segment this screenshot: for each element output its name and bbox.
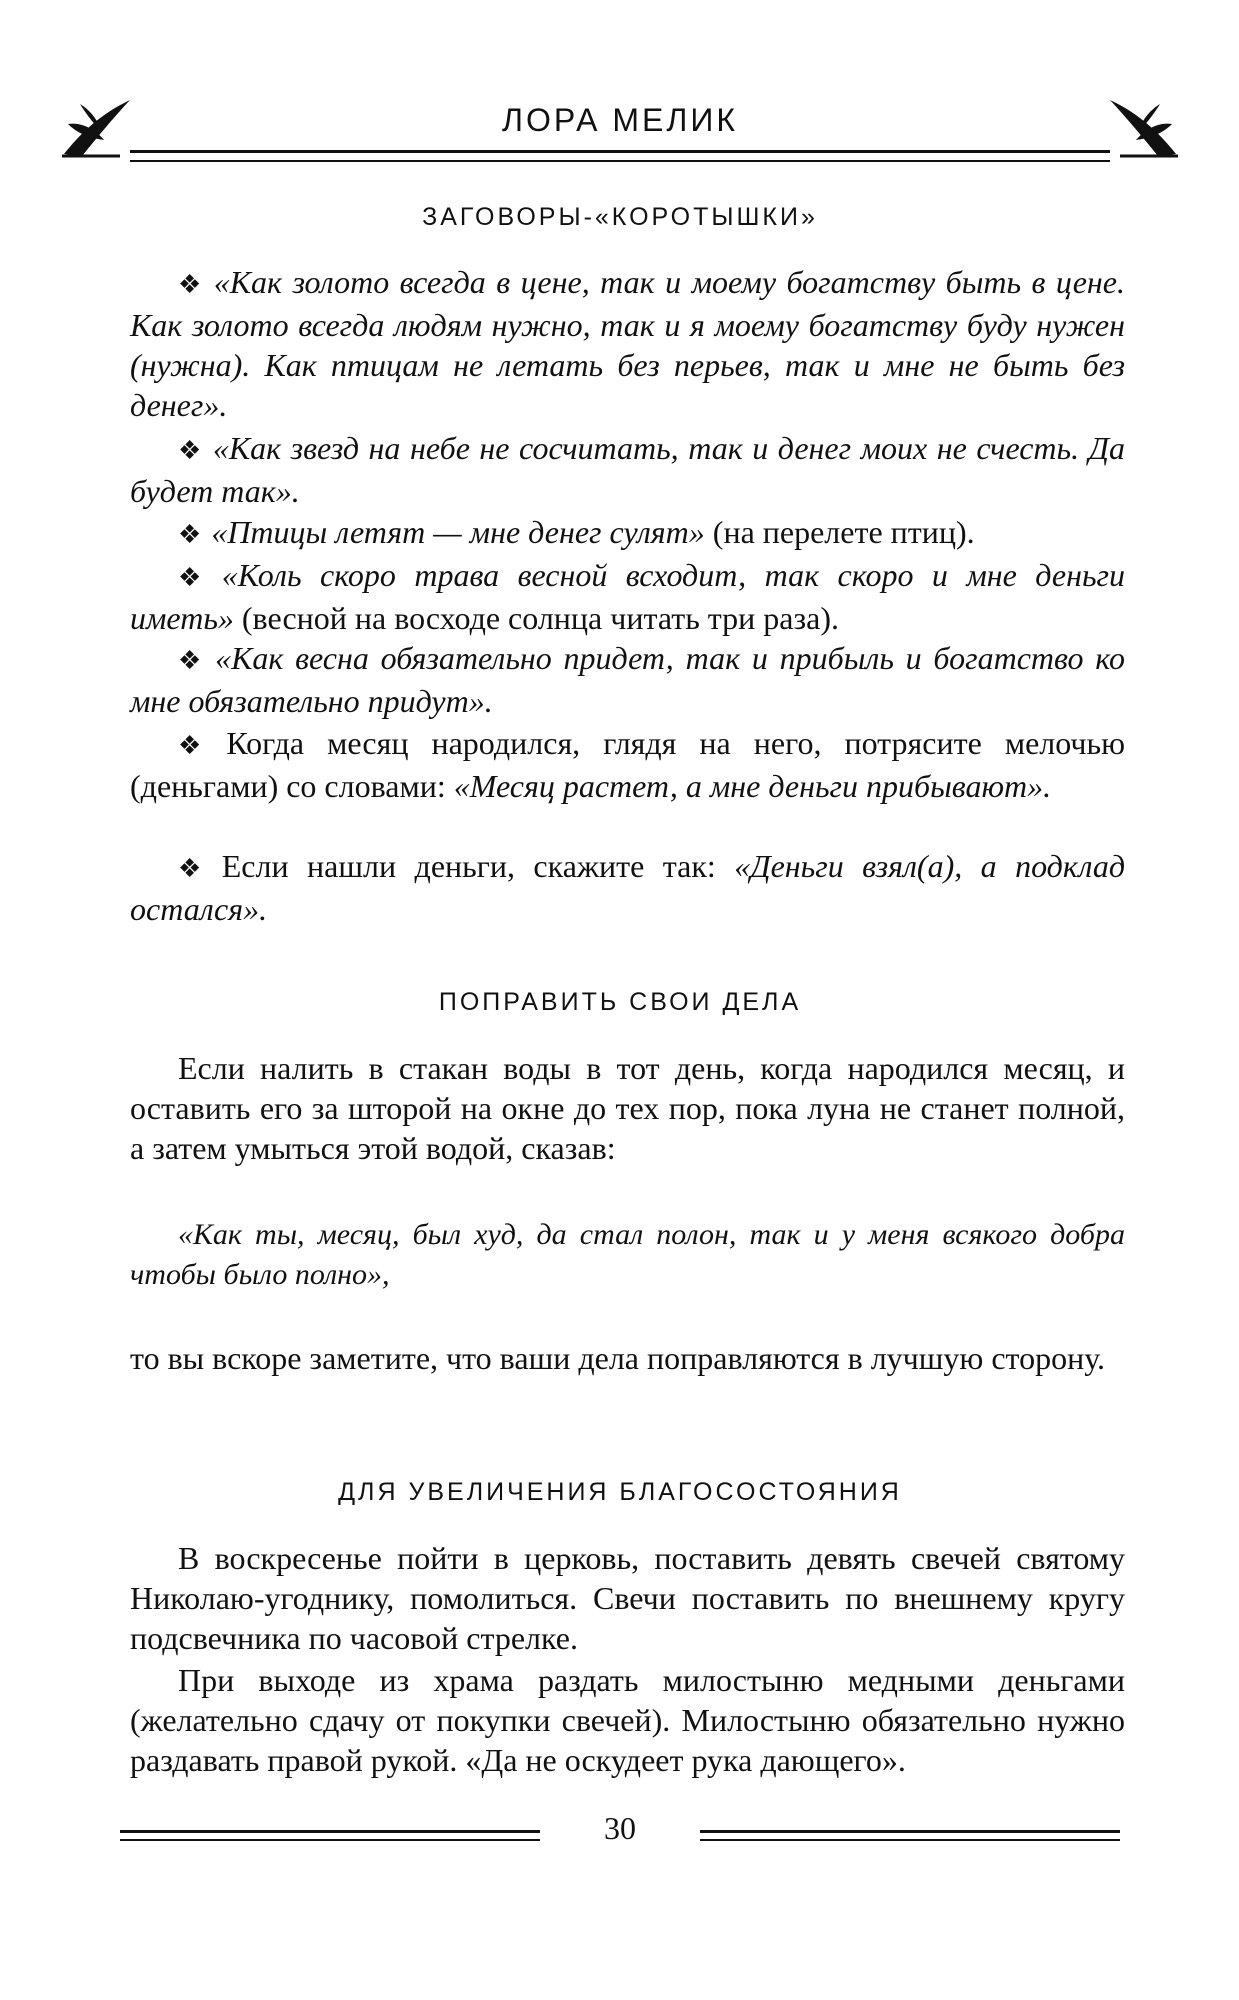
diamond-bullet-icon: ❖ [178,270,204,299]
body-paragraph: то вы вскоре заметите, что ваши дела поправляются в лучшую сторону. [130,1340,1105,1376]
page-number: 30 [604,1810,636,1846]
diamond-bullet-icon: ❖ [178,520,202,549]
section-title: ПОПРАВИТЬ СВОИ ДЕЛА [438,988,802,1016]
bullet-paragraph [130,638,1125,721]
diamond-bullet-icon: ❖ [178,436,203,465]
bullet-paragraph [130,262,1125,425]
diamond-bullet-icon: ❖ [178,563,212,592]
spell-text: «Как звезд на небе не сосчитать, так и денег моих не счесть. Да будет так». [130,430,1125,509]
bullet-paragraph [130,723,1125,806]
spell-text: «Деньги взял(а), а подклад остался». [130,848,1125,927]
spell-text: «Как золото всегда в цене, так и моему богатству быть в цене. Как золото всегда людям нужно, так и я моему богатству буду нужен (нужна). Как птицам не летать без перьев, так и мне не быть без денег». [130,264,1125,423]
bullet-paragraph [130,512,1125,555]
section-title: ДЛЯ УВЕЛИЧЕНИЯ БЛАГОСОСТОЯНИЯ [338,1478,902,1506]
diamond-bullet-icon: ❖ [178,646,206,675]
spell-lead: Если нашли деньги, скажите так: [221,848,716,884]
body-paragraph: Если налить в стакан воды в тот день, когда народился месяц, и оставить его за шторой на окне до тех пор, пока луна не станет полной, а затем умыться этой водой, сказав: [130,1050,1125,1166]
footer-rule-right [700,1830,1120,1841]
page-footer [120,1810,1120,1860]
bullet-paragraph [130,846,1125,929]
spell-text: «Коль скоро трава весной всходит, так скоро и мне деньги иметь» [130,557,1126,636]
running-header [60,90,1180,170]
body-paragraph: В воскресенье пойти в церковь, поставить девять свечей святому Николаю-угоднику, помолиться. Свечи поставить по внешнему кругу подсвечника по часовой стрелке. [130,1540,1125,1656]
spell-text: «Месяц растет, а мне деньги прибывают». [453,768,1052,804]
running-header-author: ЛОРА МЕЛИК [502,102,738,138]
bullet-paragraph [130,428,1125,511]
diamond-bullet-icon: ❖ [178,854,212,883]
section-title: ЗАГОВОРЫ-«КОРОТЫШКИ» [422,203,818,231]
leaf-ornament-icon [1106,94,1180,160]
spell-note: (на перелете птиц). [712,514,975,550]
diamond-bullet-icon: ❖ [178,731,217,760]
spell-lead: Когда месяц народился, глядя на него, потрясите мелочью (деньгами) со словами: [130,725,1125,804]
spell-text: «Как весна обязательно придет, так и прибыль и богатство ко мне обязательно придут». [130,640,1126,719]
header-rule [130,150,1110,162]
spell-note: (весной на восходе солнца читать три раза). [241,600,839,636]
body-paragraph: При выходе из храма раздать милостыню медными деньгами (желательно сдачу от покупки свечей). Милостыню обязательно нужно раздавать правой рукой. «Да не оскудеет рука дающего». [130,1662,1125,1778]
bullet-paragraph [130,555,1125,638]
spell-quote: «Как ты, месяц, был худ, да стал полон, так и у меня всякого добра чтобы было полно», [130,1218,1125,1291]
spell-text: «Птицы летят — мне денег сулят» [211,514,705,550]
